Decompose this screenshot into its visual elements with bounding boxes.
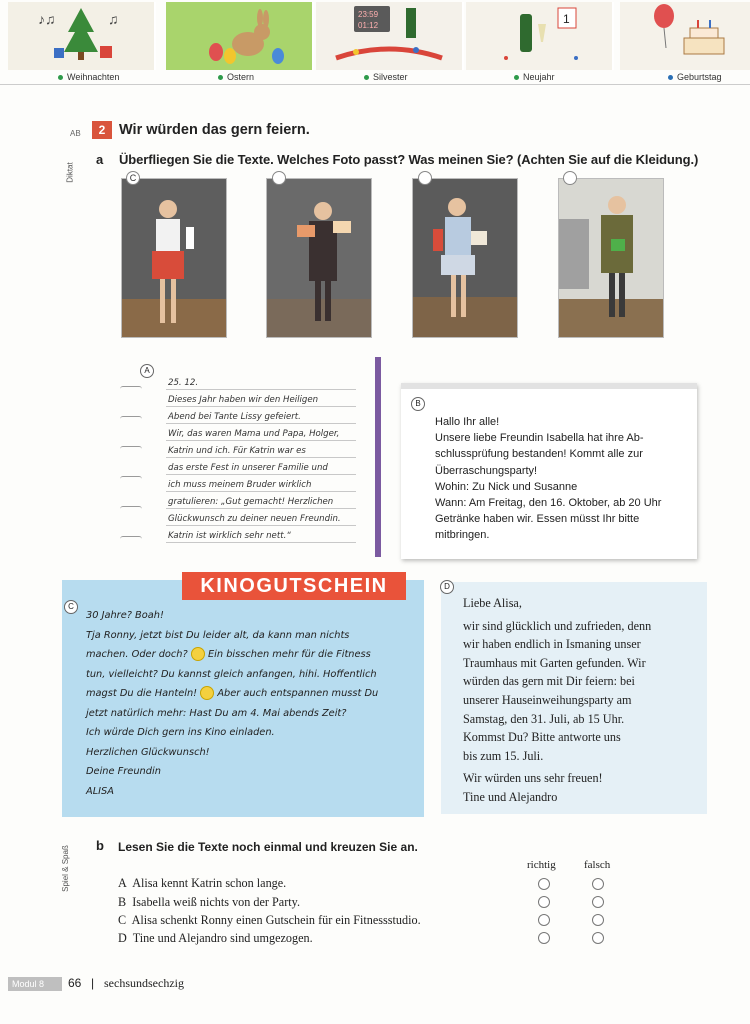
page-number: 66 xyxy=(68,976,82,990)
statement-row: D Tine und Alejandro sind umgezogen. xyxy=(118,931,313,945)
text-a-line: Katrin und ich. Für Katrin war es xyxy=(168,446,306,456)
part-b-label: b xyxy=(96,838,104,853)
statement-row: C Alisa schenkt Ronny einen Gutschein für ein Fitnessstudio. xyxy=(118,913,421,927)
part-b-instruction: Lesen Sie die Texte noch einmal und kreuzen Sie an. xyxy=(118,840,418,854)
text-c-label: C xyxy=(64,600,78,614)
smiley-icon xyxy=(200,686,214,700)
text-d-line: Liebe Alisa, xyxy=(463,596,522,610)
text-a-line: das erste Fest in unserer Familie und xyxy=(168,463,328,473)
statement-row: A Alisa kennt Katrin schon lange. xyxy=(118,876,287,890)
bottle-icon xyxy=(520,14,532,52)
richtig-radio-b[interactable] xyxy=(538,896,550,908)
holiday-banner xyxy=(0,0,750,84)
text-a-line: Katrin ist wirklich sehr nett.“ xyxy=(168,531,291,541)
text-c-voucher xyxy=(62,575,424,817)
bullet-icon xyxy=(514,75,519,80)
text-b-line: Hallo Ihr alle! xyxy=(435,416,500,428)
text-d-line: Traumhaus mit Garten gefunden. Wir xyxy=(463,655,646,670)
text-b-line: mitbringen. xyxy=(435,529,490,542)
text-a-line: Wir, das waren Mama und Papa, Holger, xyxy=(168,429,340,439)
balloon-icon xyxy=(654,4,674,28)
text-d-line: wir haben endlich in Ismaning unser xyxy=(463,637,641,652)
text-a-notebook xyxy=(120,364,360,550)
text-d-line: Kommst Du? Bitte antworte uns xyxy=(463,730,621,745)
photo-3 xyxy=(412,178,518,338)
falsch-radio-a[interactable] xyxy=(592,878,604,890)
column-falsch: falsch xyxy=(584,859,611,871)
clock-display-2: 01:12 xyxy=(358,21,379,30)
bullet-icon xyxy=(668,75,673,80)
new-years-eve-illustration xyxy=(316,2,464,70)
text-d-line: wir sind glücklich und zufrieden, denn xyxy=(463,618,652,633)
bullet-icon xyxy=(58,75,63,80)
bullet-icon xyxy=(218,75,223,80)
photo-2-radio[interactable] xyxy=(272,171,286,185)
text-b-label: B xyxy=(411,397,425,411)
part-a-instruction: Überfliegen Sie die Texte. Welches Foto passt? Was meinen Sie? (Achten Sie auf die Kleidung.) xyxy=(119,152,699,167)
svg-text:1: 1 xyxy=(563,12,570,26)
text-b-card xyxy=(401,383,697,559)
birthday-cake-icon xyxy=(684,38,724,54)
smiley-icon xyxy=(191,647,205,661)
caption-christmas: Weihnachten xyxy=(58,70,119,84)
richtig-radio-a[interactable] xyxy=(538,878,550,890)
christmas-illustration xyxy=(8,2,156,70)
voucher-title: KINOGUTSCHEIN xyxy=(182,572,406,600)
text-c-line: tun, vielleicht? Du kannst gleich anfangen, hihi. Hoffentlich xyxy=(86,668,377,680)
part-a-label: a xyxy=(96,152,104,167)
caption-birthday: Geburtstag xyxy=(668,70,722,84)
rabbit-icon xyxy=(166,2,312,70)
photo-1 xyxy=(121,178,227,338)
text-c-line: machen. Oder doch? Ein bisschen mehr für die Fitness xyxy=(86,649,371,660)
text-c-line: magst Du die Hanteln! Aber auch entspannen musst Du xyxy=(86,688,379,699)
svg-text:♪♫: ♪♫ xyxy=(38,11,56,27)
photo-4 xyxy=(558,178,664,338)
text-c-line: jetzt natürlich mehr: Hast Du am 4. Mai abends Zeit? xyxy=(86,707,347,719)
text-d-line: würden das gern mit Dir feiern: bei xyxy=(463,674,635,689)
richtig-radio-c[interactable] xyxy=(538,914,550,926)
text-b-line: schlussprüfung bestanden! Kommt alle zur xyxy=(435,448,643,461)
text-c-line: Ich würde Dich gern ins Kino einladen. xyxy=(86,727,275,738)
text-a-line: Dieses Jahr haben wir den Heiligen xyxy=(168,395,319,405)
text-d-label: D xyxy=(440,580,454,594)
text-c-line: Tja Ronny, jetzt bist Du leider alt, da kann man nichts xyxy=(86,629,350,641)
side-tag-diktat: Diktat xyxy=(65,162,75,183)
exercise-number: 2 xyxy=(92,121,112,139)
caption-silvester: Silvester xyxy=(364,70,408,84)
easter-illustration xyxy=(166,2,314,70)
photo-2 xyxy=(266,178,372,338)
text-a-line: Abend bei Tante Lissy gefeiert. xyxy=(168,412,301,422)
richtig-radio-d[interactable] xyxy=(538,932,550,944)
falsch-radio-c[interactable] xyxy=(592,914,604,926)
column-richtig: richtig xyxy=(527,859,556,871)
text-b-line: Getränke haben wir. Essen müsst Ihr bitte xyxy=(435,513,640,526)
falsch-radio-b[interactable] xyxy=(592,896,604,908)
caption-new-year: Neujahr xyxy=(514,70,555,84)
workbook-ref: AB xyxy=(70,129,81,138)
text-a-line: gratulieren: „Gut gemacht! Herzlichen xyxy=(168,497,334,507)
text-a-line: ich muss meinem Bruder wirklich xyxy=(168,480,312,490)
new-year-illustration xyxy=(466,2,614,70)
text-d-line: unserer Hauseinweihungsparty am xyxy=(463,692,632,707)
photo-3-radio[interactable] xyxy=(418,171,432,185)
side-tag-spiel: Spiel & Spaß xyxy=(60,845,70,892)
text-d-line: Tine und Alejandro xyxy=(463,789,558,804)
clock-display: 23:59 xyxy=(358,10,379,19)
text-b-line: Wohin: Zu Nick und Susanne xyxy=(435,480,578,493)
photo-1-radio[interactable]: C xyxy=(126,171,140,185)
text-c-line: Herzlichen Glückwunsch! xyxy=(86,746,210,758)
text-d-card xyxy=(441,582,707,814)
birthday-illustration xyxy=(620,2,750,70)
text-a-label: A xyxy=(140,364,154,378)
text-c-line: ALISA xyxy=(86,785,114,797)
statement-row: B Isabella weiß nichts von der Party. xyxy=(118,895,300,909)
divider-bar xyxy=(375,357,381,557)
svg-text:♫: ♫ xyxy=(108,11,119,27)
page-number-word: sechsundsechzig xyxy=(104,976,184,990)
text-b-line: Überraschungsparty! xyxy=(435,464,538,477)
caption-easter: Ostern xyxy=(218,70,254,84)
bullet-icon xyxy=(364,75,369,80)
text-d-line: Samstag, den 31. Juli, ab 15 Uhr. xyxy=(463,711,625,726)
text-c-line: Deine Freundin xyxy=(86,766,161,777)
text-b-line: Unsere liebe Freundin Isabella hat ihre Ab- xyxy=(435,432,644,445)
text-c-line: 30 Jahre? Boah! xyxy=(86,610,164,621)
divider xyxy=(0,84,750,85)
text-d-line: bis zum 15. Juli. xyxy=(463,748,544,763)
text-d-line: Wir würden uns sehr freuen! xyxy=(463,771,603,786)
photo-4-radio[interactable] xyxy=(563,171,577,185)
exercise-title: Wir würden das gern feiern. xyxy=(119,122,310,138)
module-tag: Modul 8 xyxy=(8,977,62,991)
champagne-bottle-icon xyxy=(406,8,416,38)
falsch-radio-d[interactable] xyxy=(592,932,604,944)
footer-separator: | xyxy=(91,976,95,990)
christmas-tree-icon xyxy=(8,2,154,70)
text-a-line: 25. 12. xyxy=(168,378,199,388)
text-a-line: Glückwunsch zu deiner neuen Freundin. xyxy=(168,514,341,524)
text-b-line: Wann: Am Freitag, den 16. Oktober, ab 20 Uhr xyxy=(435,497,662,510)
